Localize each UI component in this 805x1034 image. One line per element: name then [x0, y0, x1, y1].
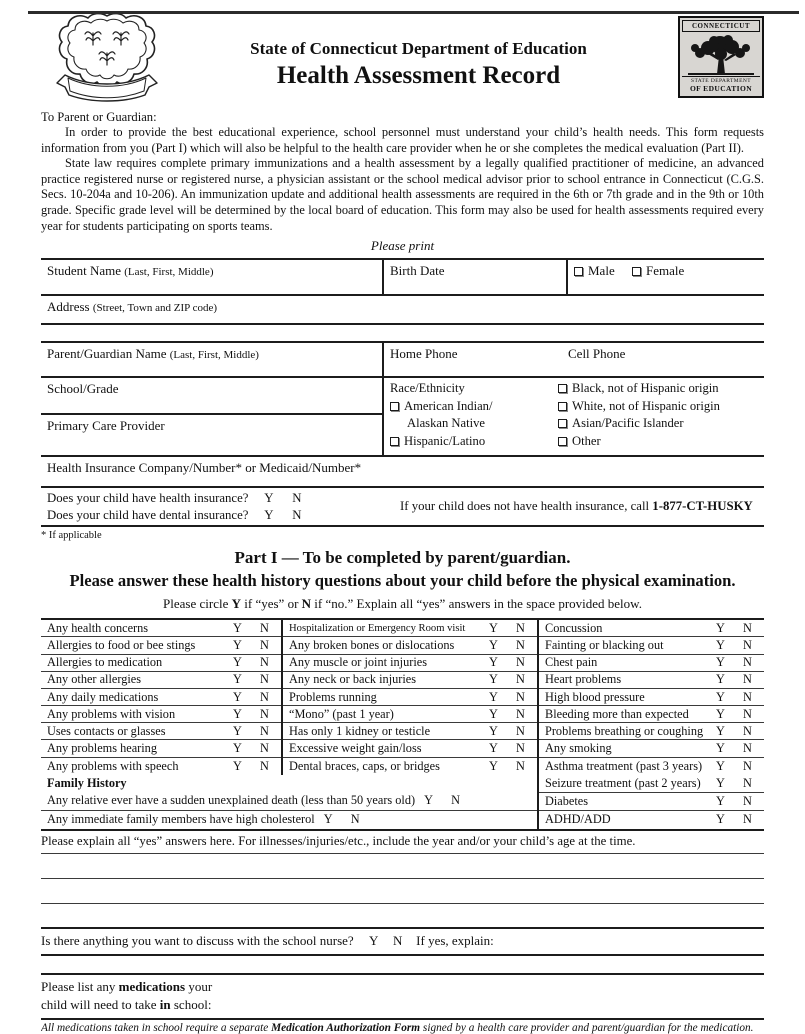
meds-bold: medications: [118, 979, 186, 995]
insurance-questions: [41, 490, 386, 524]
question-row: [41, 811, 537, 830]
question-label: Any problems hearing: [47, 741, 157, 756]
question-label: Heart problems: [545, 672, 622, 687]
circle-no[interactable]: N: [743, 620, 752, 635]
question-label: Any immediate family members have high cholesterol: [47, 812, 315, 827]
connecticut-state-seal-icon: [41, 11, 159, 103]
circle-yes[interactable]: Y: [716, 812, 725, 827]
cell-phone-label: Cell Phone: [568, 346, 626, 362]
parent-name-sublabel: (Last, First, Middle): [169, 349, 259, 362]
question-row: [283, 740, 537, 757]
question-label: Bleeding more than expected: [545, 706, 689, 721]
race-ethnicity-cell: [382, 378, 764, 455]
student-name-row: [41, 258, 764, 296]
circle-no[interactable]: N: [516, 723, 525, 738]
family-history-left: [41, 775, 537, 829]
agency-name: State of Connecticut Department of Education: [250, 39, 587, 58]
address-field[interactable]: [41, 296, 223, 323]
explain-prompt: Please explain all “yes” answers here. For illnesses/injuries/etc., include the year and/or your child’s age at the time.: [41, 831, 764, 854]
parent-name-field[interactable]: [41, 343, 382, 376]
white-label: White, not of Hispanic origin: [572, 398, 720, 413]
form-header: [41, 11, 764, 106]
question-label: Problems breathing or coughing: [545, 723, 704, 738]
circle-yes[interactable]: Y: [489, 741, 498, 756]
dental-insurance-question: [47, 507, 386, 524]
circle-yes[interactable]: Y: [233, 689, 242, 704]
circle-no[interactable]: N: [743, 723, 752, 738]
question-label: ADHD/ADD: [545, 812, 611, 827]
question-label: Allergies to food or bee stings: [47, 637, 196, 652]
question-row: [539, 706, 764, 723]
part1-heading: Part I — To be completed by parent/guardian.: [234, 548, 571, 568]
circle-no[interactable]: N: [516, 655, 525, 670]
dental-insurance-yes[interactable]: Y: [264, 507, 274, 522]
question-label: Any daily medications: [47, 689, 159, 704]
question-label: Asthma treatment (past 3 years): [545, 758, 703, 773]
part1-instruction: [41, 596, 764, 612]
question-label: Fainting or blacking out: [545, 637, 664, 652]
health-table-main: [41, 620, 764, 775]
intro-paragraph-1: In order to provide the best educational experience, school personnel must understand your child’s health needs. This form requests information from you (Part I) which will also be helpful to the health care provider when he or she completes the medical evaluation (Part II).: [41, 125, 764, 155]
hispanic-checkbox[interactable]: [390, 437, 399, 446]
nurse-question-label: Is there anything you want to discuss with the school nurse?: [41, 933, 354, 949]
circle-no[interactable]: N: [743, 775, 752, 790]
health-column-1: [41, 620, 281, 775]
circle-yes[interactable]: Y: [716, 775, 725, 790]
meds-seg: school:: [170, 997, 212, 1013]
birth-date-label: Birth Date: [390, 263, 445, 279]
question-row: [539, 775, 764, 793]
circle-yes[interactable]: Y: [489, 672, 498, 687]
circle-yes[interactable]: Y: [233, 758, 242, 773]
question-label: Diabetes: [545, 793, 589, 808]
nurse-circle-no[interactable]: N: [392, 933, 403, 949]
health-history-table: [41, 618, 764, 831]
logo-of-education-label: OF EDUCATION: [689, 84, 753, 93]
question-row: [539, 793, 764, 811]
husky-note: [386, 499, 764, 514]
circle-yes[interactable]: Y: [716, 723, 725, 738]
circle-no[interactable]: N: [260, 706, 269, 721]
circle-no[interactable]: N: [516, 689, 525, 704]
question-label: Hospitalization or Emergency Room visit: [289, 622, 466, 634]
question-row: [283, 672, 537, 689]
question-label: Any other allergies: [47, 672, 142, 687]
question-label: Any broken bones or dislocations: [289, 637, 455, 652]
circle-yes[interactable]: Y: [233, 655, 242, 670]
question-row: [41, 723, 281, 740]
question-row: [283, 723, 537, 740]
meds-seg: your: [185, 979, 213, 995]
circle-yes[interactable]: Y: [716, 637, 725, 652]
question-label: Any health concerns: [47, 620, 149, 635]
question-label: Any relative ever have a sudden unexplained death (less than 50 years old): [47, 793, 416, 808]
oak-tree-icon: [682, 32, 760, 76]
student-name-field[interactable]: [41, 260, 382, 294]
note-bold: Medication Authorization Form: [271, 1022, 421, 1034]
race-white-option[interactable]: [558, 398, 764, 416]
other-label: Other: [572, 433, 601, 448]
circle-no[interactable]: N: [743, 672, 752, 687]
note-seg: signed by a health care provider and parent/guardian for the medication.: [420, 1022, 754, 1034]
nurse-circle-yes[interactable]: Y: [368, 933, 379, 949]
race-black-option[interactable]: [558, 380, 764, 398]
question-row: [539, 672, 764, 689]
circle-no[interactable]: N: [260, 758, 269, 773]
american-indian-label: American Indian/: [404, 398, 493, 413]
part1-subheading: Please answer these health history questions about your child before the physical examination.: [69, 571, 736, 591]
female-label: Female: [645, 263, 685, 279]
question-row: [539, 758, 764, 775]
instr-seg: if “yes” or: [241, 596, 302, 612]
school-grade-label: School/Grade: [47, 381, 119, 397]
female-option[interactable]: [632, 263, 684, 278]
circle-no[interactable]: N: [516, 706, 525, 721]
circle-yes[interactable]: Y: [716, 689, 725, 704]
circle-no[interactable]: N: [743, 793, 752, 808]
circle-no[interactable]: N: [743, 655, 752, 670]
page-title: Health Assessment Record: [276, 62, 561, 89]
student-info-table: [41, 258, 764, 527]
please-print-note: Please print: [370, 238, 435, 254]
hispanic-label: Hispanic/Latino: [404, 433, 486, 448]
asian-checkbox[interactable]: [558, 419, 567, 428]
question-label: Any problems with speech: [47, 758, 179, 773]
circle-yes[interactable]: Y: [489, 655, 498, 670]
if-applicable-footnote: * If applicable: [41, 530, 102, 542]
if-yes-explain-label: If yes, explain:: [416, 933, 494, 949]
asian-label: Asian/Pacific Islander: [572, 416, 684, 431]
circle-no[interactable]: N: [516, 741, 525, 756]
male-option[interactable]: [574, 263, 615, 278]
medications-line-1: [41, 978, 764, 996]
phones-cell: [382, 343, 764, 376]
circle-yes[interactable]: Y: [233, 706, 242, 721]
question-row: [539, 740, 764, 757]
question-label: Has only 1 kidney or testicle: [289, 723, 431, 738]
circle-yes[interactable]: Y: [716, 655, 725, 670]
question-label: Any smoking: [545, 741, 612, 756]
writing-line[interactable]: [41, 879, 764, 904]
question-label: Problems running: [289, 689, 377, 704]
question-row: [539, 723, 764, 740]
header-titles: [159, 11, 678, 90]
logo-state-dept-label: STATE DEPARTMENT: [682, 76, 760, 84]
student-name-sublabel: (Last, First, Middle): [124, 266, 214, 279]
question-row: [539, 655, 764, 672]
question-label: Any muscle or joint injuries: [289, 655, 427, 670]
health-insurance-label: Does your child have health insurance?: [47, 490, 249, 505]
circle-no[interactable]: N: [260, 620, 269, 635]
circle-yes[interactable]: Y: [716, 620, 725, 635]
american-indian-checkbox[interactable]: [390, 402, 399, 411]
circle-yes[interactable]: Y: [233, 637, 242, 652]
insurance-company-row: [41, 457, 764, 488]
race-hispanic-option[interactable]: [390, 433, 558, 451]
intro-paragraph-2: State law requires complete primary immunizations and a health assessment by a legally qualified practitioner of medicine, an advanced practice registered nurse or registered nurse, a physician assistant or the school medical advisor prior to school entrance in Connecticut (C.G.S. Secs. 10-204a and 10-206). An immunization update and additional health assessments are required in the 6th or 7th grade and in the 9th or 10th grade. Specific grade level will be determined by the local board of education. This form may also be used for health assessments required every year for students participating on sports teams.: [41, 156, 764, 233]
writing-line[interactable]: [41, 854, 764, 879]
instr-seg: Please circle: [163, 596, 232, 612]
cell-phone-field[interactable]: [562, 343, 631, 376]
question-row: [41, 672, 281, 689]
circle-no[interactable]: N: [451, 793, 461, 808]
circle-no[interactable]: N: [743, 637, 752, 652]
question-row: [283, 758, 537, 775]
health-column-2: [281, 620, 537, 775]
question-label: High blood pressure: [545, 689, 645, 704]
question-row: [283, 706, 537, 723]
student-name-label: Student Name: [47, 263, 122, 279]
logo-connecticut-label: CONNECTICUT: [682, 20, 760, 32]
scan-artifact-bar: [28, 11, 799, 14]
parent-name-label: Parent/Guardian Name: [47, 346, 167, 362]
birth-date-field[interactable]: [382, 260, 566, 294]
meds-bold: in: [159, 997, 171, 1013]
insurance-company-field[interactable]: [41, 457, 367, 486]
section-gap: [41, 325, 764, 341]
circle-yes[interactable]: Y: [233, 620, 242, 635]
question-row: [283, 637, 537, 654]
school-pcp-column: [41, 378, 382, 455]
other-checkbox[interactable]: [558, 437, 567, 446]
address-row: [41, 296, 764, 325]
circle-no[interactable]: N: [743, 741, 752, 756]
meds-seg: child will need to take: [41, 997, 160, 1013]
school-grade-field[interactable]: [41, 378, 382, 415]
note-seg: All medications taken in school require a separate: [41, 1022, 272, 1034]
primary-care-field[interactable]: [41, 415, 382, 455]
circle-no[interactable]: N: [743, 812, 752, 827]
sex-field: [566, 260, 764, 294]
medications-line-2: [41, 996, 764, 1014]
medications-section[interactable]: [41, 973, 764, 1020]
school-race-row: [41, 378, 764, 457]
dept-of-education-logo: [678, 16, 764, 98]
instr-seg: if “no.” Explain all “yes” answers in the space provided below.: [311, 596, 642, 612]
meds-seg: Please list any: [41, 979, 119, 995]
question-row: [539, 689, 764, 706]
circle-yes[interactable]: Y: [489, 620, 498, 635]
question-label: Concussion: [545, 620, 603, 635]
health-insurance-yes[interactable]: Y: [264, 490, 274, 505]
circle-yes[interactable]: Y: [233, 723, 242, 738]
home-phone-label: Home Phone: [390, 346, 458, 362]
black-label: Black, not of Hispanic origin: [572, 381, 719, 396]
white-checkbox[interactable]: [558, 402, 567, 411]
parent-row: [41, 341, 764, 378]
husky-phone-number: 1-877-CT-HUSKY: [652, 499, 753, 514]
circle-yes[interactable]: Y: [233, 672, 242, 687]
dental-insurance-label: Does your child have dental insurance?: [47, 507, 249, 522]
medication-authorization-note: [41, 1022, 764, 1034]
question-label: Allergies to medication: [47, 655, 163, 670]
question-row: [41, 706, 281, 723]
health-insurance-question: [47, 490, 386, 507]
circle-yes[interactable]: Y: [489, 723, 498, 738]
question-row: [539, 637, 764, 654]
question-row: [41, 758, 281, 775]
circle-no[interactable]: N: [743, 758, 752, 773]
address-label: Address: [47, 299, 90, 315]
question-label: “Mono” (past 1 year): [289, 706, 394, 721]
circle-no[interactable]: N: [516, 758, 525, 773]
home-phone-field[interactable]: [384, 343, 562, 376]
circle-yes[interactable]: Y: [716, 706, 725, 721]
circle-yes[interactable]: Y: [716, 793, 725, 808]
circle-yes[interactable]: Y: [716, 672, 725, 687]
question-label: Excessive weight gain/loss: [289, 741, 422, 756]
question-label: Chest pain: [545, 655, 598, 670]
nurse-question-row: [41, 927, 764, 956]
question-row: [41, 655, 281, 672]
circle-no[interactable]: N: [260, 637, 269, 652]
address-sublabel: (Street, Town and ZIP code): [92, 302, 218, 315]
race-asian-option[interactable]: [558, 415, 764, 433]
circle-no[interactable]: N: [743, 706, 752, 721]
question-row: [41, 620, 281, 637]
race-ethnicity-label: Race/Ethnicity: [390, 381, 465, 396]
family-history-right: [537, 775, 764, 829]
female-checkbox[interactable]: [632, 267, 641, 276]
circle-no[interactable]: N: [516, 637, 525, 652]
circle-no[interactable]: N: [516, 620, 525, 635]
question-row: [41, 792, 537, 811]
circle-no[interactable]: N: [260, 672, 269, 687]
race-column-1: [390, 380, 558, 453]
circle-yes[interactable]: Y: [489, 637, 498, 652]
race-other-option[interactable]: [558, 433, 764, 451]
circle-no[interactable]: N: [350, 812, 360, 827]
circle-no[interactable]: N: [260, 655, 269, 670]
circle-yes[interactable]: Y: [489, 689, 498, 704]
question-label: Seizure treatment (past 2 years): [545, 775, 701, 790]
question-label: Uses contacts or glasses: [47, 723, 166, 738]
family-history-section: [41, 775, 764, 829]
health-insurance-no[interactable]: N: [292, 490, 302, 505]
question-row: [283, 620, 537, 637]
question-row: [41, 637, 281, 654]
male-label: Male: [588, 263, 615, 279]
health-assessment-form: [0, 11, 805, 1034]
circle-no[interactable]: N: [260, 741, 269, 756]
circle-yes[interactable]: Y: [489, 758, 498, 773]
question-row: [539, 811, 764, 829]
circle-yes[interactable]: Y: [233, 741, 242, 756]
question-row: [539, 620, 764, 637]
alaskan-native-label: Alaskan Native: [407, 416, 485, 431]
dental-insurance-no[interactable]: N: [292, 507, 302, 522]
circle-yes[interactable]: Y: [716, 758, 725, 773]
question-label: Any neck or back injuries: [289, 672, 417, 687]
circle-yes[interactable]: Y: [716, 741, 725, 756]
question-label: Any problems with vision: [47, 706, 176, 721]
question-row: [41, 689, 281, 706]
male-checkbox[interactable]: [574, 267, 583, 276]
husky-note-text: If your child does not have health insurance, call: [400, 499, 653, 514]
instr-y: Y: [231, 596, 242, 612]
circle-yes[interactable]: Y: [424, 793, 434, 808]
circle-no[interactable]: N: [260, 723, 269, 738]
question-row: [41, 740, 281, 757]
circle-no[interactable]: N: [260, 689, 269, 704]
insurance-questions-row: [41, 488, 764, 527]
insurance-company-label: Health Insurance Company/Number* or Medicaid/Number*: [47, 460, 362, 476]
circle-no[interactable]: N: [743, 689, 752, 704]
salutation: To Parent or Guardian:: [41, 110, 157, 124]
race-column-2: [558, 380, 764, 453]
circle-yes[interactable]: Y: [489, 706, 498, 721]
instr-n: N: [301, 596, 312, 612]
circle-no[interactable]: N: [516, 672, 525, 687]
question-label: Dental braces, caps, or bridges: [289, 758, 440, 773]
question-row: [283, 655, 537, 672]
health-column-3: [537, 620, 764, 775]
race-american-indian-option[interactable]: [390, 398, 558, 416]
circle-yes[interactable]: Y: [323, 812, 333, 827]
question-row: [283, 689, 537, 706]
family-history-title: Family History: [47, 775, 127, 790]
primary-care-label: Primary Care Provider: [47, 418, 165, 434]
black-checkbox[interactable]: [558, 384, 567, 393]
